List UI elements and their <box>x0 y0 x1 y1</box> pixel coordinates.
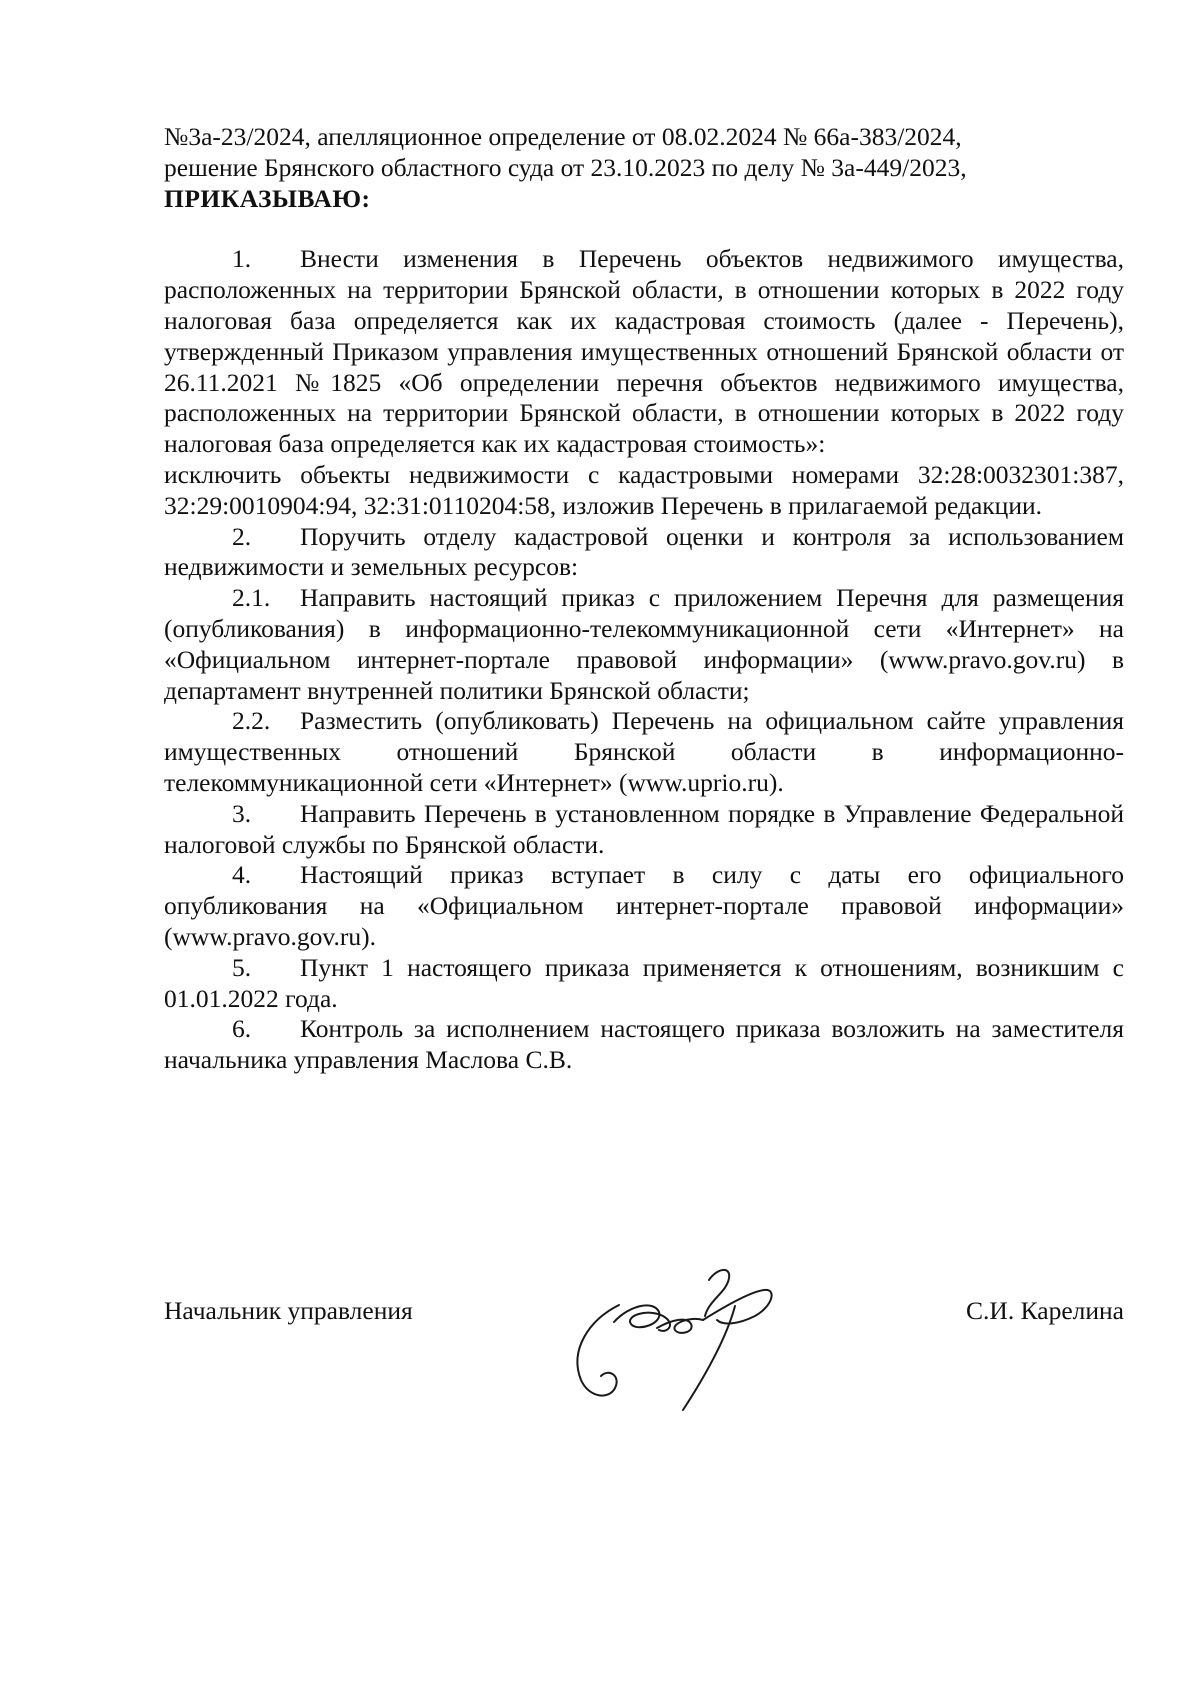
item-1-continuation: исключить объекты недвижимости с кадастровыми номерами 32:28:0032301:387, 32:29:0010904:94, 32:31:0110204:58, изложив Перечень в прилагаемой редакции. <box>164 459 1124 520</box>
signatory-position: Начальник управления <box>164 1296 413 1325</box>
item-number: 2.1. <box>232 583 271 613</box>
intro-line-1: №3а-23/2024, апелляционное определение от 08.02.2024 № 66а-383/2024, <box>164 122 962 151</box>
item-text: Разместить (опубликовать) Перечень на официальном сайте управления имущественных отношений Брянской области в информационно-телекоммуникационной сети «Интернет» (www.uprio.ru). <box>164 706 1124 797</box>
intro-line-2: решение Брянского областного суда от 23.10.2023 по делу № 3а-449/2023, <box>164 152 967 182</box>
item-4 <box>164 860 1124 952</box>
item-text: Пункт 1 настоящего приказа применяется к отношениям, возникшим с 01.01.2022 года. <box>164 952 1124 1013</box>
document-body <box>164 122 1124 1076</box>
order-heading: ПРИКАЗЫВАЮ: <box>164 183 371 213</box>
item-text: Внести изменения в Перечень объектов недвижимого имущества, расположенных на территории Брянской области, в отношении которых в 2022 году налоговая база определяется как их кадастровая стоимость (далее - Перечень), утвержденный Приказом управления имущественных отношений Брянской области от 26.11.2021 №1825 «Об определении перечня объектов недвижимого имущества, расположенных на территории Брянской области, в отношении которых в 2022 году налоговая база определяется как их кадастровая стоимость»: <box>164 244 1124 459</box>
item-text: Поручить отделу кадастровой оценки и контроля за использованием недвижимости и земельных ресурсов: <box>164 521 1124 582</box>
item-number: 2.2. <box>232 706 271 736</box>
item-text: Контроль за исполнением настоящего приказа возложить на заместителя начальника управления Маслова С.В. <box>164 1014 1124 1075</box>
item-2-2 <box>164 706 1124 798</box>
item-number: 6. <box>232 1014 252 1044</box>
item-3 <box>164 799 1124 861</box>
item-number: 4. <box>232 860 252 890</box>
item-number: 2. <box>232 521 252 551</box>
signature-block <box>164 1290 1124 1440</box>
item-2 <box>164 522 1124 584</box>
item-6 <box>164 1014 1124 1076</box>
item-1 <box>164 244 1124 460</box>
item-text: Направить Перечень в установленном порядке в Управление Федеральной налоговой службы по Брянской области. <box>164 798 1124 859</box>
item-2-1 <box>164 583 1124 706</box>
item-5 <box>164 953 1124 1015</box>
item-number: 3. <box>232 798 252 828</box>
item-text: Настоящий приказ вступает в силу с даты его официального опубликования на «Официальном интернет-портале правовой информации» (www.pravo.gov.ru). <box>164 860 1124 951</box>
signatory-name: С.И. Карелина <box>966 1296 1124 1325</box>
item-number: 1. <box>232 244 252 274</box>
handwritten-signature <box>559 1250 789 1420</box>
item-number: 5. <box>232 952 252 982</box>
item-text: Направить настоящий приказ с приложением Перечня для размещения (опубликования) в информационно-телекоммуникационной сети «Интернет» на «Официальном интернет-портале правовой информации» (www.pravo.gov.ru) в департамент внутренней политики Брянской области; <box>164 583 1124 705</box>
